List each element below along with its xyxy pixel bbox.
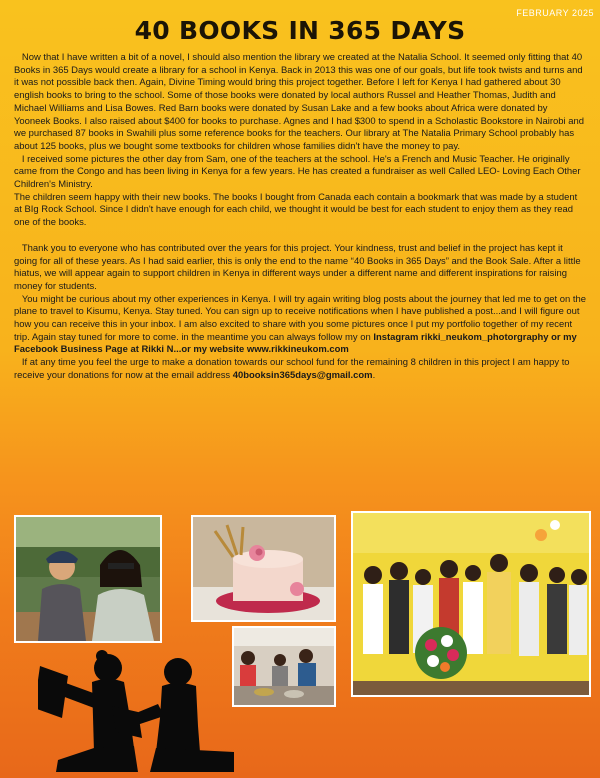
paragraph-thanks: Thank you to everyone who has contributed over the years for this project. Your kindness, trust and belief in the project has kept it going for all of these years. As I had said earlier, this is only the end to the name “40 Books in 365 Days” and the Book Sale. After a little hiatus, we will appear again to support children in Kenya in different ways under a different name and different inspirations for raising money for students.: [14, 242, 581, 292]
paragraph-children: The children seem happy with their new books. The books I bought from Canada each contain a bookmark that was made by a student at BIg Rock School. Since I didn't have enough for each child, we thought it would be best for each student to enjoy them as they read one of the books.: [14, 191, 578, 229]
page-title: 40 BOOKS IN 365 DAYS: [134, 16, 466, 45]
selfie-photo: [14, 515, 162, 643]
social-links[interactable]: Instagram rikki_neukom_photorgraphy or my Facebook Business Page at Rikki N...or my website www.rikkineukom.com: [14, 331, 577, 356]
paragraph-kenya: You might be curious about my other experiences in Kenya. I will try again writing blog posts about the journey that led me to get on the plane to travel to Kisumu, Kenya. Stay tuned. You can sign up to receive notifications when I have published a post...and I will figure out how you can receive this in your inbox. I am also excited to share with you some pictures once I put my portfolio together of my recent trip. Again stay tuned for more to come. in the meantime you can always follow my on Instagram rikki_neukom_photorgraphy or my Facebook Business Page at Rikki N...or my website www.rikkineukom.com: [14, 293, 587, 356]
cake-photo: [191, 515, 336, 622]
paragraph-library: Now that I have written a bit of a novel, I should also mention the library we created at the Natalia School. It seemed only fitting that 40 Books in 365 Days would create a library for a school in Kenya. Back in 2013 this was one of our goals, but life took twists and turns and it was not possible back then. Again, Divine Timing would bring this project together. Before I left for Kenya I had gathered about 30 english books to bring to the school. Some of those books were donated by local authors Russel and Heather Thomas, Judith and Michael Williams and Lisa Bowes. Red Barn books were donated by Susan Lake and a few books about Africa were donated by Yooneek Books. I also raised about $400 for books to purchase. Agnes and I had $300 to spend in a Scholastic Bookstore in Nairobi and we purchased 87 books in Swahili plus some reference books for the teachers. Our library at The Natalia Primary School probably has about 125 books, plus we bought some textbooks for children whose families didn't have the money to pay.: [14, 52, 584, 152]
article-body: [14, 52, 586, 383]
paragraph-teacher: I received some pictures the other day from Sam, one of the teachers at the school. He's a French and Music Teacher. He originally came from the Congo and has been living in Kenya for a few years. He has created a fundraiser as well Called LEO- Loving Each Other Children's Ministry.: [14, 153, 581, 191]
reading-children-silhouette: [38, 648, 238, 778]
paragraph-donation: If at any time you feel the urge to make a donation towards our school fund for the remaining 8 children in this project I am happy to receive your donations for now at the email address 40booksin365days@gmail.com.: [14, 357, 570, 381]
group-photo: [351, 511, 591, 697]
food-serving-photo: [232, 626, 336, 707]
issue-date: FEBRUARY 2025: [516, 8, 594, 18]
donation-email[interactable]: 40booksin365days@gmail.com: [232, 369, 373, 381]
